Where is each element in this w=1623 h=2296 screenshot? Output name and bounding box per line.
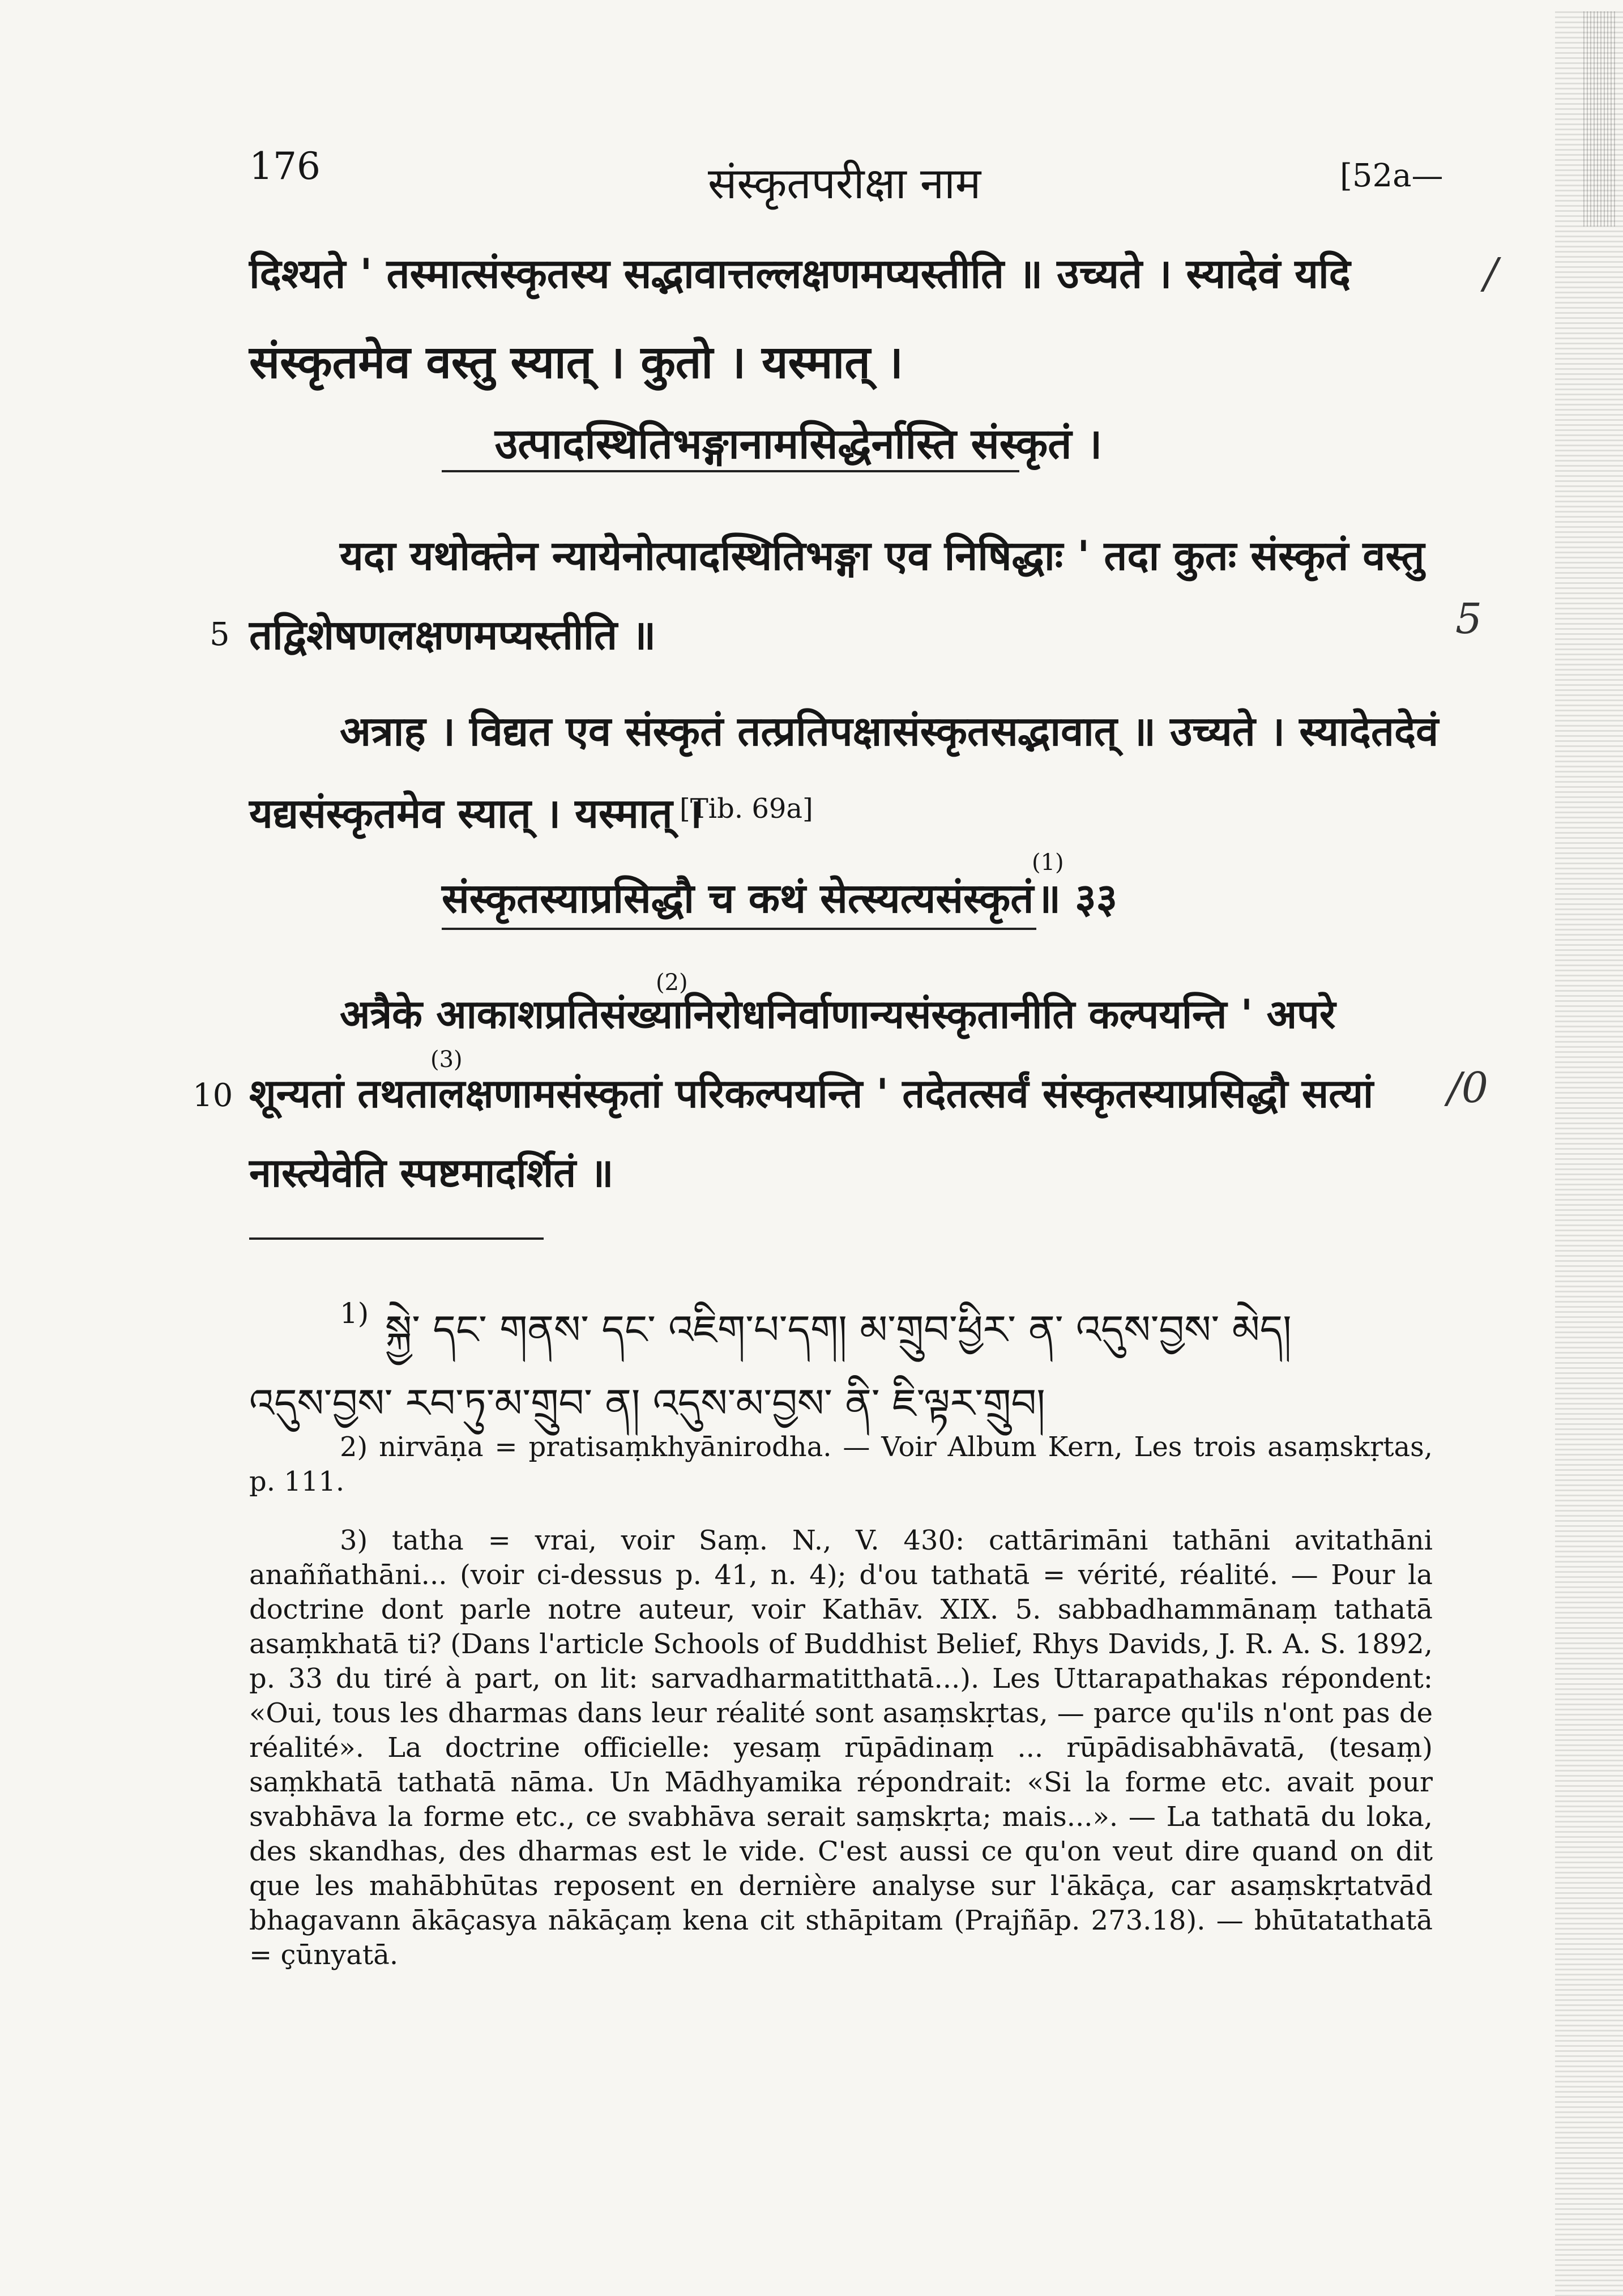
- verse-33: संस्कृतस्याप्रसिद्धौ च कथं सेत्स्यत्यसंस्कृतं: [442, 874, 1034, 922]
- footnote-ref-3: (3): [430, 1047, 463, 1073]
- text-line-5: अत्राह । विद्यत एव संस्कृतं तत्प्रतिपक्षासंस्कृतसद्भावात् ॥ उच्यते । स्यादेतदेवं: [340, 707, 1439, 755]
- text-line-9: नास्त्येवेति स्पष्टमादर्शितं ॥: [249, 1150, 614, 1196]
- running-title: संस्कृतपरीक्षा नाम: [708, 158, 981, 208]
- footnote-2-text: 2) nirvāṇa = pratisaṃkhyānirodha. — Voir Album Kern, Les trois asaṃskṛtas, p. 111.: [249, 1431, 1433, 1497]
- footnote-ref-1: (1): [1032, 850, 1064, 876]
- verse-33-underline: [442, 928, 1036, 930]
- text-line-2: संस्कृतमेव वस्तु स्यात् । कुतो । यस्मात् ।: [249, 336, 903, 389]
- text-line-7: अत्रैके आकाशप्रतिसंख्यानिरोधनिर्वाणान्यसंस्कृतानीति कल्पयन्ति ' अपरे: [340, 991, 1336, 1038]
- scan-edge-noise: [1555, 11, 1623, 2296]
- text-line-1: दिश्यते ' तस्मात्संस्कृतस्य सद्भावात्तल्लक्षणमप्यस्तीति ॥ उच्यते । स्यादेवं यदि: [249, 250, 1351, 297]
- text-line-4: तद्विशेषणलक्षणमप्यस्तीति ॥: [249, 611, 656, 659]
- line-number-10: 10: [193, 1077, 233, 1114]
- page-number: 176: [249, 144, 321, 188]
- line-number-5: 5: [210, 616, 230, 653]
- footnote-separator: [249, 1237, 544, 1240]
- margin-mark-10: /0: [1447, 1064, 1489, 1112]
- footnote-1-number: 1): [340, 1297, 369, 1330]
- tibetan-folio-ref: [Tib. 69a]: [680, 793, 813, 825]
- text-line-6: यद्यसंस्कृतमेव स्यात् । यस्मात् ।: [249, 789, 703, 837]
- footnote-2: [249, 1430, 1433, 1499]
- margin-mark-slash: /: [1484, 249, 1498, 298]
- footnote-ref-2: (2): [656, 970, 688, 996]
- verse-33-number: ॥ ३३: [1036, 874, 1118, 922]
- footnote-1-tibetan-line-1: སྐྱེ་ དང་ གནས་ དང་ འཇིག་པ་དག། མ་གྲུབ་ཕྱིར་ ན་ འདུས་བྱས་ མེད།: [385, 1307, 1292, 1353]
- footnote-3-text: 3) tatha = vrai, voir Saṃ. N., V. 430: cattārimāni tathāni avitathāni anaññathāni... (voir ci-dessus p. 41, n. 4); d'ou tathatā = vérité, réalité. — Pour la doctrine dont parle notre auteur, voir Kathāv. XIX. 5. sabbadhammānaṃ tathatā asaṃkhatā ti? (Dans l'article Schools of Buddhist Belief, Rhys Davids, J. R. A. S. 1892, p. 33 du tiré à part, on lit: sarvadharmatitthatā...). Les Uttarapathakas répondent: «Oui, tous les dharmas dans leur réalité sont asaṃskṛtas, — parce qu'ils n'ont pas de réalité». La doctrine officielle: yesaṃ rūpādinaṃ ... rūpādisabhāvatā, (tesaṃ) saṃkhatā tathatā nāma. Un Mādhyamika répondrait: «Si la forme etc. avait pour svabhāva la forme etc., ce svabhāva serait saṃskṛta; mais...». — La tathatā du loka, des skandhas, des dharmas est le vide. C'est aussi ce qu'on veut dire quand on dit que les mahābhūtas reposent en dernière analyse sur l'ākāça, car asaṃskṛtatvād bhagavann ākāçasya nākāçaṃ kena cit sthāpitam (Prajñāp. 273.18). — bhūtatathatā = çūnyatā.: [249, 1525, 1433, 1971]
- text-line-8: शून्यतां तथतालक्षणामसंस्कृतां परिकल्पयन्ति ' तदेतत्सर्वं संस्कृतस्याप्रसिद्धौ सत्यां: [249, 1070, 1374, 1117]
- margin-mark-5: 5: [1455, 595, 1483, 643]
- verse-32-underline: [442, 470, 1019, 472]
- page-reference: [52a—: [1340, 157, 1443, 194]
- footnote-1-tibetan-line-2: འདུས་བྱས་ རབ་ཏུ་མ་གྲུབ་ ན། འདུས་མ་བྱས་ ནི་ ཇི་ལྟར་གྲུབ།: [249, 1380, 1045, 1427]
- verse-32: उत्पादस्थितिभङ्गानामसिद्धेर्नास्ति संस्कृतं ।: [494, 420, 1103, 468]
- scan-edge-noise-top: [1583, 11, 1617, 227]
- text-line-3: यदा यथोक्तेन न्यायेनोत्पादस्थितिभङ्गा एव निषिद्धाः ' तदा कुतः संस्कृतं वस्तु: [340, 532, 1425, 579]
- footnote-3: [249, 1523, 1433, 1973]
